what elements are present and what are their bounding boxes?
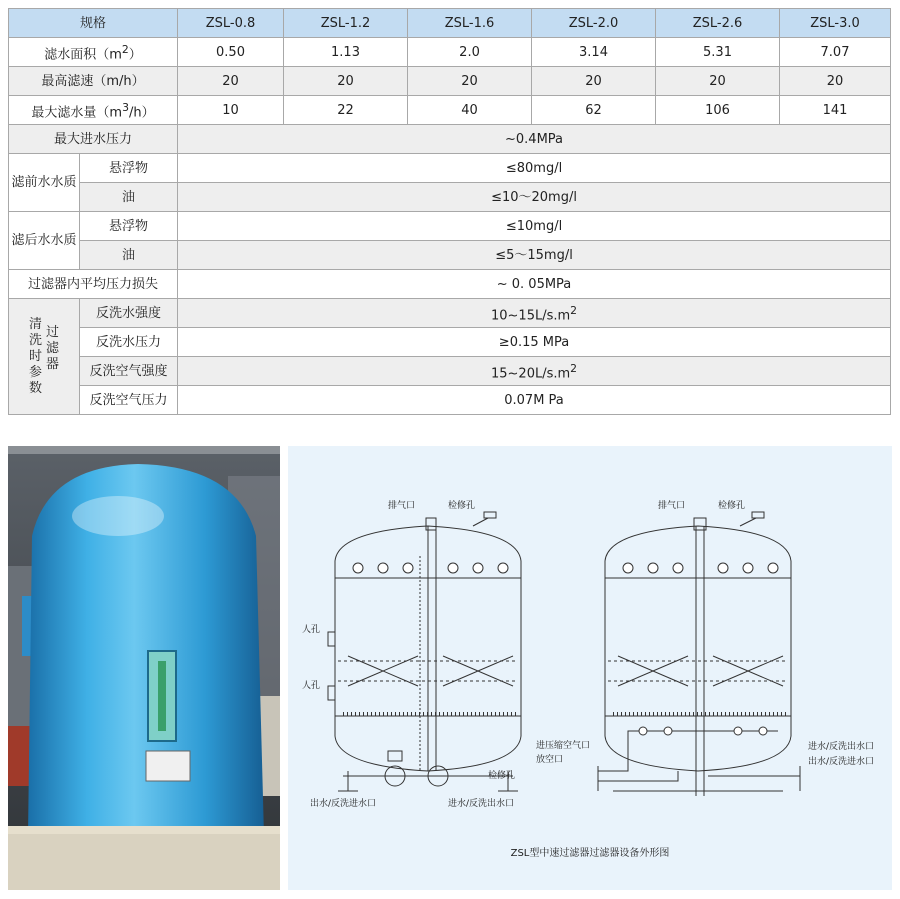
max-flow-label: 最大滤水量$(m^3/h)$ bbox=[9, 96, 178, 125]
max-speed-value: 20 bbox=[408, 67, 532, 96]
right-vent-label: 排气口 bbox=[658, 501, 686, 511]
header-model-2: ZSL-1.2 bbox=[284, 9, 408, 38]
max-flow-value: 106 bbox=[656, 96, 780, 125]
header-model-3: ZSL-1.6 bbox=[408, 9, 532, 38]
right-manhole-top-label: 检修孔 bbox=[718, 501, 746, 511]
after-filter-oil-row bbox=[9, 241, 891, 270]
air-pressure-row bbox=[9, 386, 891, 415]
right-drain-label: 放空口 bbox=[536, 755, 564, 765]
backwash-intensity-label: 反洗水强度 bbox=[80, 299, 178, 328]
max-flow-value: 22 bbox=[284, 96, 408, 125]
pressure-loss-value: ~ 0. 05MPa bbox=[178, 270, 891, 299]
max-inlet-pressure-value: ~0.4MPa bbox=[178, 125, 891, 154]
air-intensity-row bbox=[9, 357, 891, 386]
air-pressure-label: 反洗空气压力 bbox=[80, 386, 178, 415]
right-inlet-label-2: 出水/反洗进水口 bbox=[808, 757, 875, 767]
max-inlet-pressure-label: 最大进水压力 bbox=[9, 125, 178, 154]
after-filter-suspended-row bbox=[9, 212, 891, 241]
before-filter-oil-value: ≤10～20mg/l bbox=[178, 183, 891, 212]
max-flow-row bbox=[9, 96, 891, 125]
left-outlet-label: 出水/反洗进水口 bbox=[310, 799, 377, 809]
before-filter-oil-label: 油 bbox=[80, 183, 178, 212]
air-intensity-value: $15\sim 20L/s.m^2$ bbox=[178, 357, 891, 386]
max-speed-value: 20 bbox=[284, 67, 408, 96]
before-filter-label: 滤前水水质 bbox=[9, 154, 80, 212]
before-filter-suspended-row bbox=[9, 154, 891, 183]
right-tank-top-head bbox=[605, 526, 791, 561]
after-filter-suspended-label: 悬浮物 bbox=[80, 212, 178, 241]
max-flow-value: 141 bbox=[780, 96, 891, 125]
equipment-outline-diagram bbox=[288, 446, 892, 890]
left-inlet-label: 进水/反洗出水口 bbox=[448, 799, 515, 809]
filter-area-value: 3.14 bbox=[532, 38, 656, 67]
backwash-pressure-label: 反洗水压力 bbox=[80, 328, 178, 357]
backwash-intensity-row bbox=[9, 299, 891, 328]
filter-area-row bbox=[9, 38, 891, 67]
spec-table bbox=[8, 8, 891, 415]
equipment-drawing bbox=[288, 446, 892, 890]
left-manhole-upper-label: 人孔 bbox=[302, 625, 321, 635]
header-model-1: ZSL-0.8 bbox=[178, 9, 284, 38]
left-manhole-top-label: 检修孔 bbox=[448, 501, 476, 511]
left-manhole-bottom-label: 检修孔 bbox=[488, 771, 516, 781]
header-row bbox=[9, 9, 891, 38]
max-speed-value: 20 bbox=[656, 67, 780, 96]
filter-area-value: 5.31 bbox=[656, 38, 780, 67]
filter-area-value: 7.07 bbox=[780, 38, 891, 67]
max-speed-label: 最高滤速（m/h） bbox=[9, 67, 178, 96]
before-filter-suspended-label: 悬浮物 bbox=[80, 154, 178, 183]
max-speed-value: 20 bbox=[780, 67, 891, 96]
tank-photo bbox=[8, 446, 280, 890]
header-model-6: ZSL-3.0 bbox=[780, 9, 891, 38]
left-manhole-lower-label: 人孔 bbox=[302, 681, 321, 691]
max-speed-row bbox=[9, 67, 891, 96]
after-filter-suspended-value: ≤10mg/l bbox=[178, 212, 891, 241]
filter-area-value: 1.13 bbox=[284, 38, 408, 67]
air-intensity-label: 反洗空气强度 bbox=[80, 357, 178, 386]
filter-area-value: 0.50 bbox=[178, 38, 284, 67]
backwash-pressure-row bbox=[9, 328, 891, 357]
after-filter-oil-label: 油 bbox=[80, 241, 178, 270]
tank-photo-illustration bbox=[8, 446, 280, 890]
left-vent-label: 排气口 bbox=[388, 501, 416, 511]
filter-area-value: 2.0 bbox=[408, 38, 532, 67]
max-speed-value: 20 bbox=[178, 67, 284, 96]
right-inlet-label-1: 进水/反洗出水口 bbox=[808, 742, 875, 752]
header-model-4: ZSL-2.0 bbox=[532, 9, 656, 38]
right-air-inlet-label: 进压缩空气口 bbox=[536, 741, 591, 751]
cleaning-params-label: 清 洗 时 参 数 过 滤 器 bbox=[9, 299, 80, 415]
header-spec-label: 规格 bbox=[9, 9, 178, 38]
before-filter-oil-row bbox=[9, 183, 891, 212]
air-pressure-value: 0.07M Pa bbox=[178, 386, 891, 415]
backwash-intensity-value: $10\sim 15L/s.m^2$ bbox=[178, 299, 891, 328]
max-flow-value: 40 bbox=[408, 96, 532, 125]
header-model-5: ZSL-2.6 bbox=[656, 9, 780, 38]
after-filter-label: 滤后水水质 bbox=[9, 212, 80, 270]
max-flow-value: 10 bbox=[178, 96, 284, 125]
pressure-loss-row bbox=[9, 270, 891, 299]
before-filter-suspended-value: ≤80mg/l bbox=[178, 154, 891, 183]
max-speed-value: 20 bbox=[532, 67, 656, 96]
max-inlet-pressure-row bbox=[9, 125, 891, 154]
right-tank-bottom-head bbox=[605, 736, 791, 771]
pressure-loss-label: 过滤器内平均压力损失 bbox=[9, 270, 178, 299]
after-filter-oil-value: ≤5～15mg/l bbox=[178, 241, 891, 270]
backwash-pressure-value: ≥0.15 MPa bbox=[178, 328, 891, 357]
max-flow-value: 62 bbox=[532, 96, 656, 125]
drawing-caption: ZSL型中速过滤器过滤器设备外形图 bbox=[510, 848, 670, 859]
filter-area-label: 滤水面积$(m^2)$ bbox=[9, 38, 178, 67]
